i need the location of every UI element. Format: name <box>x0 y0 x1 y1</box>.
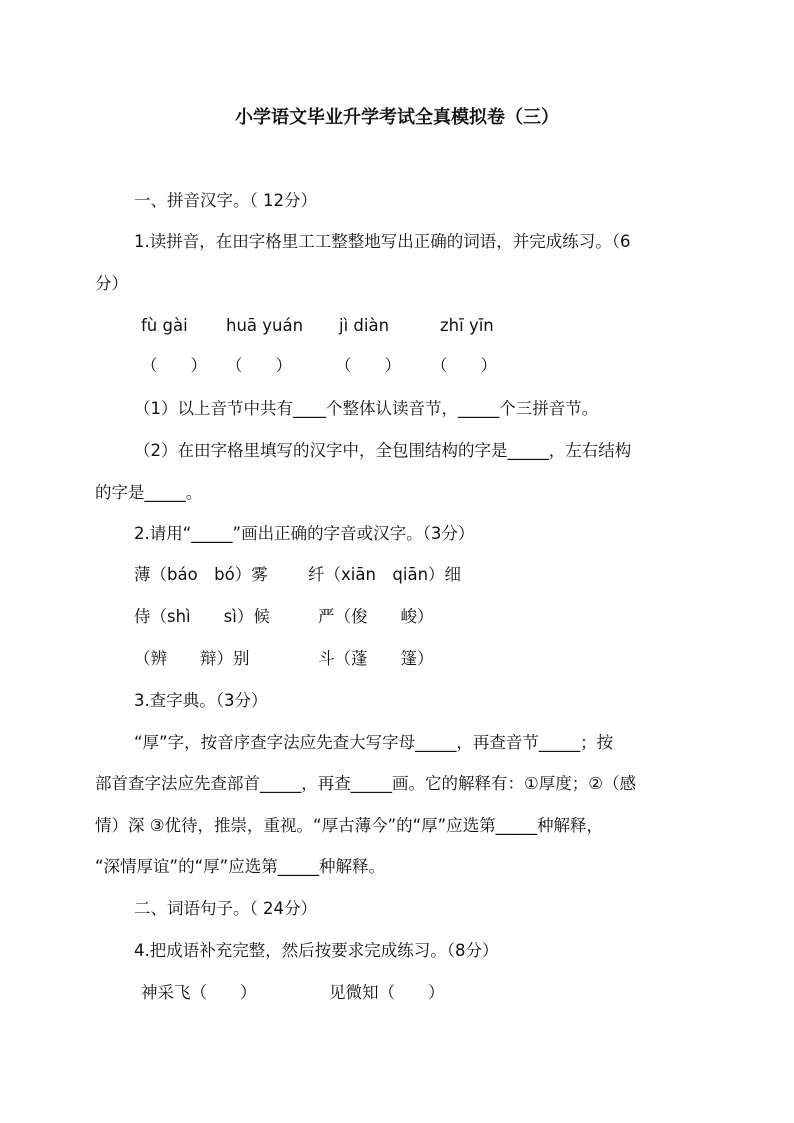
pinyin-2: huā yuán <box>226 316 304 335</box>
q3-para-line1: “厚”字，按音序查字法应先查大写字母_____，再查音节_____；按 <box>134 733 614 752</box>
q2-row1-right: 纤（xiān qiān）细 <box>308 565 462 584</box>
q2-prompt: 2.请用“_____”画出正确的字音或汉字。（3分） <box>134 524 475 543</box>
q1-sub1: （1）以上音节中共有____个整体认读音节，_____个三拼音节。 <box>134 399 599 418</box>
q2-row1-left: 薄（báo bó）雾 <box>134 565 268 584</box>
q4-prompt: 4.把成语补充完整，然后按要求完成练习。（8分） <box>134 941 499 960</box>
q3-para-line2: 部首查字法应先查部首_____，再查_____画。它的解释有：①厚度；②（感 <box>95 774 637 793</box>
q1-prompt-line1: 1.读拼音，在田字格里工工整整地写出正确的词语，并完成练习。（6 <box>134 232 631 251</box>
page-title: 小学语文毕业升学考试全真模拟卷（三） <box>235 107 559 128</box>
blank-box-3[interactable]: （ ） <box>335 356 401 375</box>
q2-row3-right: 斗（蓬 篷） <box>318 649 434 668</box>
q3-para-line3: 情）深 ③优待，推崇，重视。“厚古薄今”的“厚”应选第_____种解释， <box>95 816 603 835</box>
idiom-item-2[interactable]: 见微知（ ） <box>329 983 445 1002</box>
section2-heading: 二、词语句子。（ 24分） <box>134 899 317 918</box>
pinyin-3: jì diàn <box>339 316 390 335</box>
blank-box-4[interactable]: （ ） <box>431 356 497 375</box>
pinyin-4: zhī yīn <box>440 316 494 335</box>
blank-box-2[interactable]: （ ） <box>226 356 292 375</box>
q2-row3-left: （辨 辩）别 <box>134 649 250 668</box>
q2-row2-right: 严（俊 峻） <box>318 607 434 626</box>
section1-heading: 一、拼音汉字。（ 12分） <box>134 191 317 210</box>
idiom-item-1[interactable]: 神采飞（ ） <box>141 983 257 1002</box>
q3-prompt: 3.查字典。（3分） <box>134 691 268 710</box>
q2-row2-left: 侍（shì sì）候 <box>134 607 270 626</box>
q3-para-line4: “深情厚谊”的“厚”应选第_____种解释。 <box>95 857 385 876</box>
q1-sub2-line1: （2）在田字格里填写的汉字中，全包围结构的字是_____，左右结构 <box>134 441 632 460</box>
q1-prompt-line2: 分） <box>95 274 128 293</box>
blank-box-1[interactable]: （ ） <box>141 356 207 375</box>
q1-sub2-line2: 的字是_____。 <box>95 483 203 502</box>
pinyin-1: fù gài <box>141 316 188 335</box>
